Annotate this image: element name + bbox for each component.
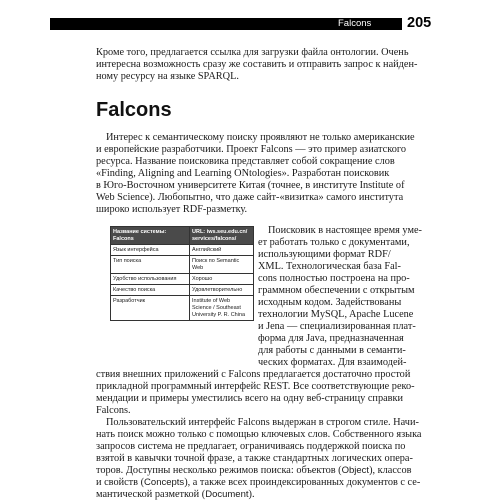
text-line [96,477,420,489]
text-line: ческих форматах. Для взаимодей- [258,357,407,368]
text-line: Falcons. [96,405,131,416]
text-line: ному ресурсу на языке SPARQL. [96,71,239,82]
text-line: в Юго-Восточном университете Китая (точнее, в институте Institute of [96,180,405,191]
text-run: ). [248,489,255,500]
text-run: мантической разметкой ( [96,489,206,500]
text-line: Кроме того, предлагается ссылка для загрузки файла онтологии. Очень [96,47,409,58]
text-line: и европейские разработчики. Проект Falcons — это пример азиатского [96,144,406,155]
text-line: и Jena — специализированная плат- [258,321,416,332]
text-line: прикладной программный интерфейс REST. Все соответствующие реко- [96,381,415,392]
table-cell: Язык интерфейса [111,245,190,256]
text-line: XML. Технологическая база Fal- [258,261,401,272]
table-cell: Institute of Web Science / Southeast University P. R. China [190,296,254,321]
table-cell: Хорошо [190,274,254,285]
text-line: Web Science). Любопытно, что даже сайт-«визитка» самого института [96,192,404,203]
text-line: «Finding, Aligning and Learning ONtologies». Разработан поисковик [96,168,390,179]
text-line: широко использует RDF-разметку. [96,204,248,215]
text-line: использующими формат RDF/ [258,249,391,260]
table-cell: Удовлетворительно [190,285,254,296]
text-line: ет работать только с документами, [258,237,410,248]
text-run: ), классов [369,465,412,476]
text-line: ствия внешних приложений с Falcons предлагается достаточно простой [96,369,411,380]
text-line: ресурса. Название поисковика представляет собой сокращение слов [96,156,395,167]
text-line [96,453,413,465]
mode-term-object: Object [341,465,370,476]
text-line: Поисковик в настоящее время уме- [268,225,422,236]
table-row [111,256,254,274]
mode-term-document: Document [205,489,249,500]
text-line [96,489,255,501]
text-line: Интерес к семантическому поиску проявляют не только американские [106,132,415,143]
table-cell: Поиск по Semantic Web [190,256,254,274]
text-run: Пользовательский интерфейс Falcons выдержан в строгом стиле. Начи- [106,417,419,428]
section-heading: Falcons [96,99,172,121]
running-header-title: Falcons [338,18,372,29]
text-run: и свойств ( [96,477,145,488]
table-row [111,245,254,256]
text-line: граммном обеспечении с открытым [258,285,415,296]
table-row [111,285,254,296]
text-run: ), а также всех проиндексированных документов с се- [184,477,421,488]
text-run: торов. Доступны несколько режимов поиска: объектов ( [96,465,342,476]
text-line: интересна возможность сразу же составить и отправить запрос к найден- [96,59,418,70]
table-header-cell: URL: iws.seu.edu.cn/ services/falcons/ [190,227,254,245]
table-row [111,274,254,285]
text-line [96,441,405,453]
text-line: технологии MySQL, Apache Lucene [258,309,414,320]
table-cell: Тип поиска [111,256,190,274]
text-run: запросов система не предлагает, ограничиваясь поддержкой поиска по [96,441,406,452]
mode-term-concepts: Concepts [144,477,185,488]
table-cell: Разработчик [111,296,190,321]
text-line [106,417,419,429]
table-header-row [111,227,254,245]
text-line: cons полностью построена на про- [258,273,410,284]
text-line: мендации и примеры уместились всего на одну веб-страницу справки [96,393,404,404]
text-line: форма для Java, предназначенная [258,333,404,344]
text-line [96,465,412,477]
page-number: 205 [407,15,432,31]
text-line: для работы с данными в семанти- [258,345,406,356]
table-cell: Качество поиска [111,285,190,296]
text-run: взятой в кавычки точной фразе, а также стандартных логических опера- [96,453,413,464]
table-cell: Удобство использования [111,274,190,285]
text-line: исходным кодом. Задействованы [258,297,402,308]
table-cell: Английский [190,245,254,256]
table-row [111,296,254,321]
table-header-cell: Название системы: Falcons [111,227,190,245]
system-info-table [110,226,254,321]
text-run: нать поиск можно только с помощью ключевых слов. Собственного языка [96,429,422,440]
text-line [96,429,422,441]
